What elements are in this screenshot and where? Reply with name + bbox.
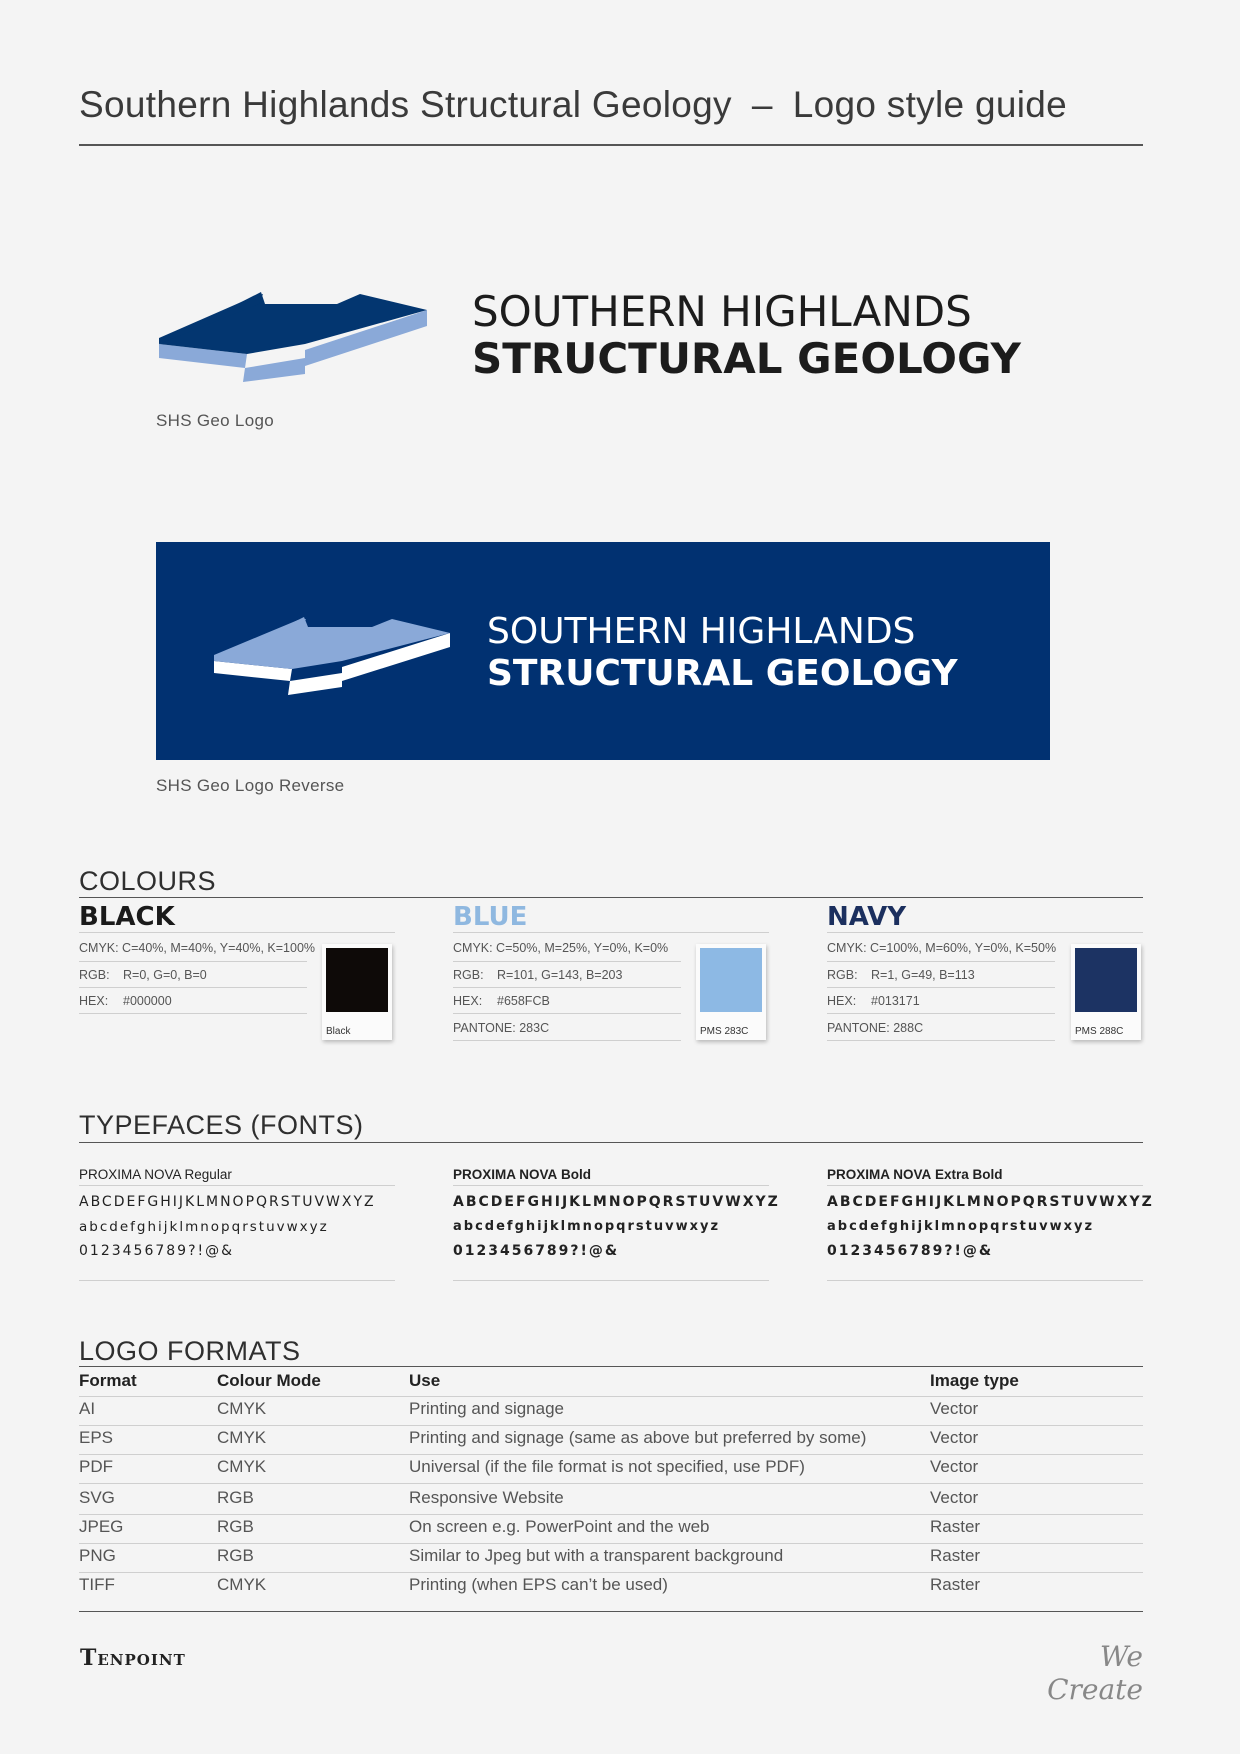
- glyphs-digits-bold: 0123456789?!@&: [453, 1243, 620, 1259]
- table-cell: Printing and signage (same as above but preferred by some): [409, 1428, 867, 1447]
- formats-divider: [79, 1366, 1143, 1367]
- swatch-navy: [1071, 944, 1141, 1040]
- title-separator: –: [751, 84, 773, 125]
- glyphs-lower-regular: abcdefghijklmnopqrstuvwxyz: [79, 1219, 329, 1235]
- swatch-black: [322, 944, 392, 1040]
- table-row-divider: [79, 1396, 1143, 1397]
- font-name-extra-bold: [827, 1167, 1003, 1182]
- table-row-divider: [79, 1425, 1143, 1426]
- colour-cmyk-blue: CMYK: C=50%, M=25%, Y=0%, K=0%: [453, 941, 669, 955]
- typefaces-divider: [79, 1142, 1143, 1143]
- hex-label: HEX:: [79, 994, 109, 1008]
- font-weight: Extra Bold: [935, 1167, 1003, 1182]
- brand-tagline: We Create: [1047, 1640, 1143, 1706]
- font-rule: [453, 1185, 769, 1186]
- colour-rgb-navy: [827, 968, 975, 982]
- hex-value: #658FCB: [497, 994, 550, 1008]
- hex-value: #000000: [123, 994, 172, 1008]
- colour-hex-blue: [453, 994, 550, 1008]
- colour-rule: [453, 1013, 681, 1014]
- logo-reverse-caption: SHS Geo Logo Reverse: [156, 776, 345, 795]
- table-row-divider: [79, 1572, 1143, 1573]
- table-cell: RGB: [217, 1488, 254, 1507]
- swatch-chip: [326, 948, 388, 1012]
- page-title: [79, 84, 1143, 126]
- hex-label: HEX:: [827, 994, 857, 1008]
- rgb-value: R=1, G=49, B=113: [871, 968, 975, 982]
- table-row-divider: [79, 1543, 1143, 1544]
- font-rule: [827, 1185, 1143, 1186]
- table-row-divider: [79, 1514, 1143, 1515]
- logo-reverse-mark-icon: [212, 615, 452, 695]
- table-cell: CMYK: [217, 1399, 267, 1418]
- glyphs-digits-extra-bold: 0123456789?!@&: [827, 1243, 994, 1259]
- colour-rule: [827, 961, 1055, 962]
- font-rule: [79, 1280, 395, 1281]
- font-rule: [827, 1280, 1143, 1281]
- rgb-label: RGB:: [79, 968, 110, 982]
- colours-divider: [79, 897, 1143, 898]
- font-name-regular: [79, 1167, 232, 1182]
- footer-divider: [79, 1611, 1143, 1612]
- col-header-use: Use: [409, 1371, 441, 1390]
- colour-name-black: BLACK: [79, 902, 175, 932]
- table-cell: PDF: [79, 1457, 113, 1476]
- swatch-chip: [700, 948, 762, 1012]
- colour-name-navy: NAVY: [827, 902, 907, 932]
- title-sub: Logo style guide: [792, 84, 1067, 125]
- table-cell: Universal (if the file format is not specified, use PDF): [409, 1457, 805, 1476]
- table-cell: Raster: [930, 1546, 981, 1565]
- colour-cmyk-navy: CMYK: C=100%, M=60%, Y=0%, K=50%: [827, 941, 1057, 955]
- colour-hex-black: [79, 994, 172, 1008]
- table-cell: On screen e.g. PowerPoint and the web: [409, 1517, 710, 1536]
- logo-mark-icon: [155, 290, 435, 382]
- col-header-format: Format: [79, 1371, 137, 1390]
- colour-rule: [79, 987, 307, 988]
- reverse-wordmark-line-1: SOUTHERN HIGHLANDS: [487, 611, 916, 652]
- table-cell: PNG: [79, 1546, 116, 1565]
- glyphs-digits-regular: 0123456789?!@&: [79, 1243, 235, 1259]
- glyphs-lower-bold: abcdefghijklmnopqrstuvwxyz: [453, 1219, 721, 1234]
- title-main: Southern Highlands Structural Geology: [79, 84, 732, 125]
- table-cell: Printing (when EPS can’t be used): [409, 1575, 668, 1594]
- table-cell: Raster: [930, 1575, 981, 1594]
- swatch-label: Black: [326, 1026, 351, 1037]
- table-cell: Vector: [930, 1488, 979, 1507]
- table-cell: CMYK: [217, 1575, 267, 1594]
- colour-rule: [79, 1013, 307, 1014]
- wordmark-line-1: SOUTHERN HIGHLANDS: [472, 287, 972, 336]
- font-weight: Bold: [561, 1167, 592, 1182]
- colour-hex-navy: [827, 994, 920, 1008]
- colour-rule: [79, 961, 307, 962]
- swatch-chip: [1075, 948, 1137, 1012]
- brand-logo: Tenpoint: [80, 1645, 186, 1671]
- colour-rgb-black: [79, 968, 207, 982]
- rgb-label: RGB:: [453, 968, 484, 982]
- colour-rule: [827, 1040, 1055, 1041]
- hex-value: #013171: [871, 994, 920, 1008]
- colour-rule: [453, 987, 681, 988]
- table-row-divider: [79, 1454, 1143, 1455]
- swatch-label: PMS 288C: [1075, 1026, 1124, 1037]
- rgb-value: R=0, G=0, B=0: [123, 968, 207, 982]
- font-rule: [79, 1185, 395, 1186]
- glyphs-upper-bold: ABCDEFGHIJKLMNOPQRSTUVWXYZ: [453, 1194, 780, 1210]
- logo-wordmark: [472, 287, 1021, 383]
- rgb-label: RGB:: [827, 968, 858, 982]
- table-cell: TIFF: [79, 1575, 115, 1594]
- table-cell: Vector: [930, 1399, 979, 1418]
- logo-caption: SHS Geo Logo: [156, 411, 274, 430]
- font-rule: [453, 1280, 769, 1281]
- wordmark-line-2: STRUCTURAL GEOLOGY: [472, 334, 1021, 383]
- colour-rule: [453, 932, 769, 933]
- reverse-wordmark-line-2: STRUCTURAL GEOLOGY: [487, 653, 958, 694]
- header-divider: [79, 144, 1143, 146]
- table-cell: Vector: [930, 1457, 979, 1476]
- colour-rule: [453, 1040, 681, 1041]
- colour-rule: [827, 987, 1055, 988]
- font-family: PROXIMA NOVA: [453, 1167, 558, 1182]
- table-cell: EPS: [79, 1428, 114, 1447]
- swatch-label: PMS 283C: [700, 1026, 749, 1037]
- table-cell: SVG: [79, 1488, 115, 1507]
- table-cell: Vector: [930, 1428, 979, 1447]
- table-cell: RGB: [217, 1517, 254, 1536]
- colour-rule: [79, 932, 395, 933]
- colour-name-blue: BLUE: [453, 902, 528, 932]
- table-cell: CMYK: [217, 1457, 267, 1476]
- font-family: PROXIMA NOVA: [827, 1167, 932, 1182]
- colours-heading: COLOURS: [79, 866, 217, 896]
- typefaces-heading: TYPEFACES (FONTS): [79, 1110, 364, 1140]
- table-cell: AI: [79, 1399, 96, 1418]
- table-cell: CMYK: [217, 1428, 267, 1447]
- font-family: PROXIMA NOVA: [79, 1167, 181, 1182]
- table-cell: JPEG: [79, 1517, 124, 1536]
- colour-rule: [827, 1013, 1055, 1014]
- colour-pantone-navy: PANTONE: 288C: [827, 1021, 924, 1035]
- glyphs-upper-extra-bold: ABCDEFGHIJKLMNOPQRSTUVWXYZ: [827, 1194, 1154, 1210]
- glyphs-lower-extra-bold: abcdefghijklmnopqrstuvwxyz: [827, 1219, 1095, 1234]
- font-weight: Regular: [184, 1167, 232, 1182]
- font-name-bold: [453, 1167, 591, 1182]
- colour-pantone-blue: PANTONE: 283C: [453, 1021, 550, 1035]
- formats-heading: LOGO FORMATS: [79, 1336, 301, 1366]
- hex-label: HEX:: [453, 994, 483, 1008]
- table-cell: Raster: [930, 1517, 981, 1536]
- table-cell: RGB: [217, 1546, 254, 1565]
- glyphs-upper-regular: ABCDEFGHIJKLMNOPQRSTUVWXYZ: [79, 1194, 376, 1210]
- col-header-image-type: Image type: [930, 1371, 1019, 1390]
- rgb-value: R=101, G=143, B=203: [497, 968, 623, 982]
- table-cell: Similar to Jpeg but with a transparent background: [409, 1546, 784, 1565]
- col-header-colour-mode: Colour Mode: [217, 1371, 321, 1390]
- colour-rgb-blue: [453, 968, 622, 982]
- table-cell: Responsive Website: [409, 1488, 564, 1507]
- table-cell: Printing and signage: [409, 1399, 565, 1418]
- logo-reverse-wordmark: [487, 611, 958, 694]
- colour-rule: [453, 961, 681, 962]
- colour-rule: [827, 932, 1143, 933]
- table-row-divider: [79, 1483, 1143, 1484]
- colour-cmyk-black: CMYK: C=40%, M=40%, Y=40%, K=100%: [79, 941, 316, 955]
- swatch-blue: [696, 944, 766, 1040]
